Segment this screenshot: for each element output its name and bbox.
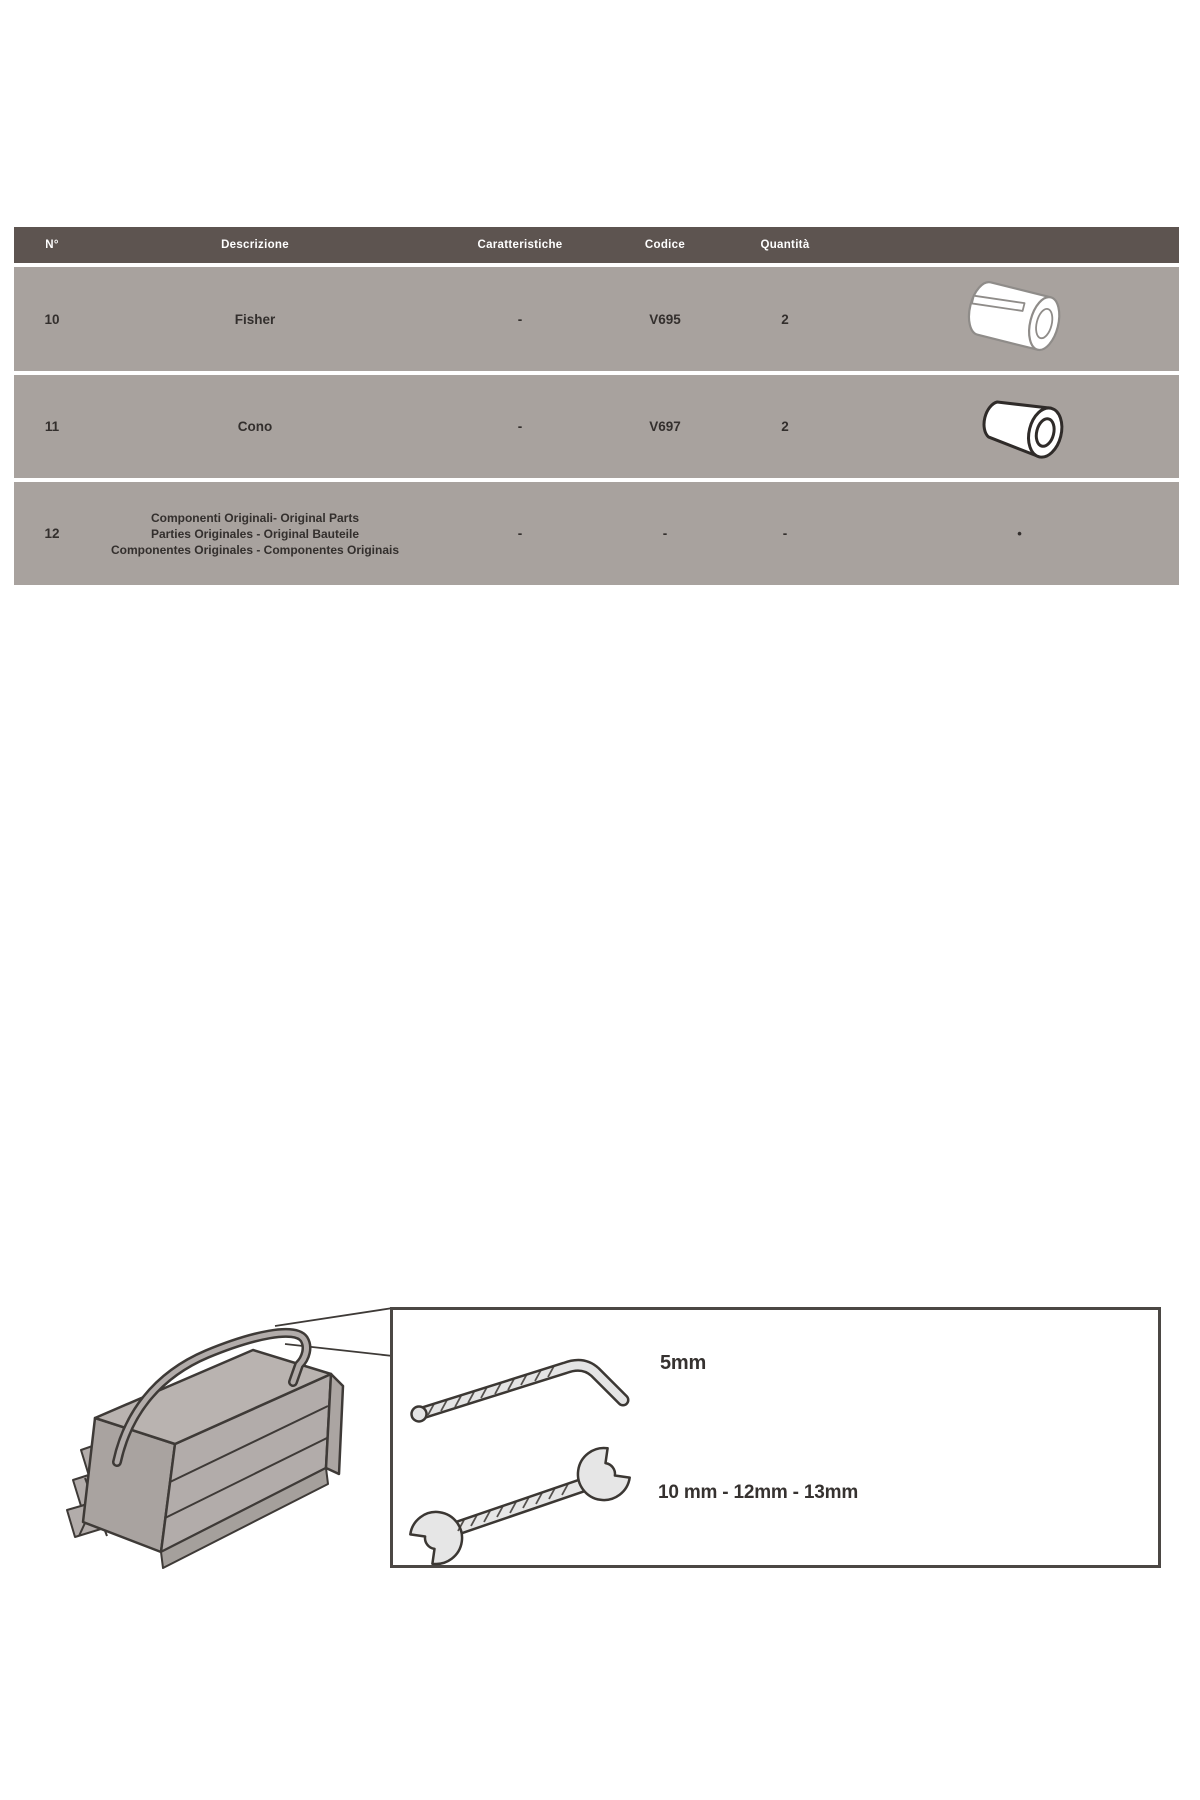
table-header-row <box>14 227 1179 263</box>
row11-num: 11 <box>44 419 60 434</box>
header-characteristics: Caratteristiche <box>477 239 563 251</box>
header-description: Descrizione <box>221 239 289 251</box>
allen-key-icon <box>405 1336 650 1434</box>
row12-description-line3: Componentes Originales - Componentes Originais <box>110 542 400 557</box>
row10-description: Fisher <box>234 311 276 327</box>
row12-description <box>90 482 420 585</box>
fisher-spacer-icon <box>961 277 1079 361</box>
table-row <box>14 267 1179 371</box>
row12-quantity: - <box>782 526 788 541</box>
table-row <box>14 375 1179 478</box>
wrench-size-label: 10 mm - 12mm - 13mm <box>658 1482 859 1503</box>
row11-characteristics: - <box>517 419 523 434</box>
toolbox-illustration <box>55 1298 400 1576</box>
row12-image-mark: • <box>1017 526 1022 541</box>
row10-quantity: 2 <box>781 311 789 327</box>
header-code: Codice <box>644 239 686 251</box>
fisher-part-image <box>860 267 1179 371</box>
row10-num: 10 <box>44 311 60 327</box>
header-image-column <box>860 227 1179 263</box>
cone-bushing-icon <box>958 386 1082 468</box>
row10-characteristics: - <box>517 311 523 327</box>
row12-code: - <box>662 526 668 541</box>
row11-code: V697 <box>649 419 681 434</box>
allen-key-size-label: 5mm <box>660 1352 707 1374</box>
row12-description-line1: Componenti Originali- Original Parts <box>150 510 360 525</box>
row12-description-line2: Parties Originales - Original Bauteile <box>150 526 360 541</box>
header-quantity: Quantità <box>760 239 810 251</box>
row12-num: 12 <box>44 526 60 541</box>
row11-quantity: 2 <box>781 419 789 434</box>
wrench-icon <box>400 1442 650 1568</box>
row10-code: V695 <box>649 311 681 327</box>
row12-characteristics: - <box>517 526 523 541</box>
cone-part-image <box>860 375 1179 478</box>
parts-table <box>14 227 1179 585</box>
header-num: N° <box>45 239 59 251</box>
table-row <box>14 482 1179 585</box>
row11-description: Cono <box>237 419 273 434</box>
